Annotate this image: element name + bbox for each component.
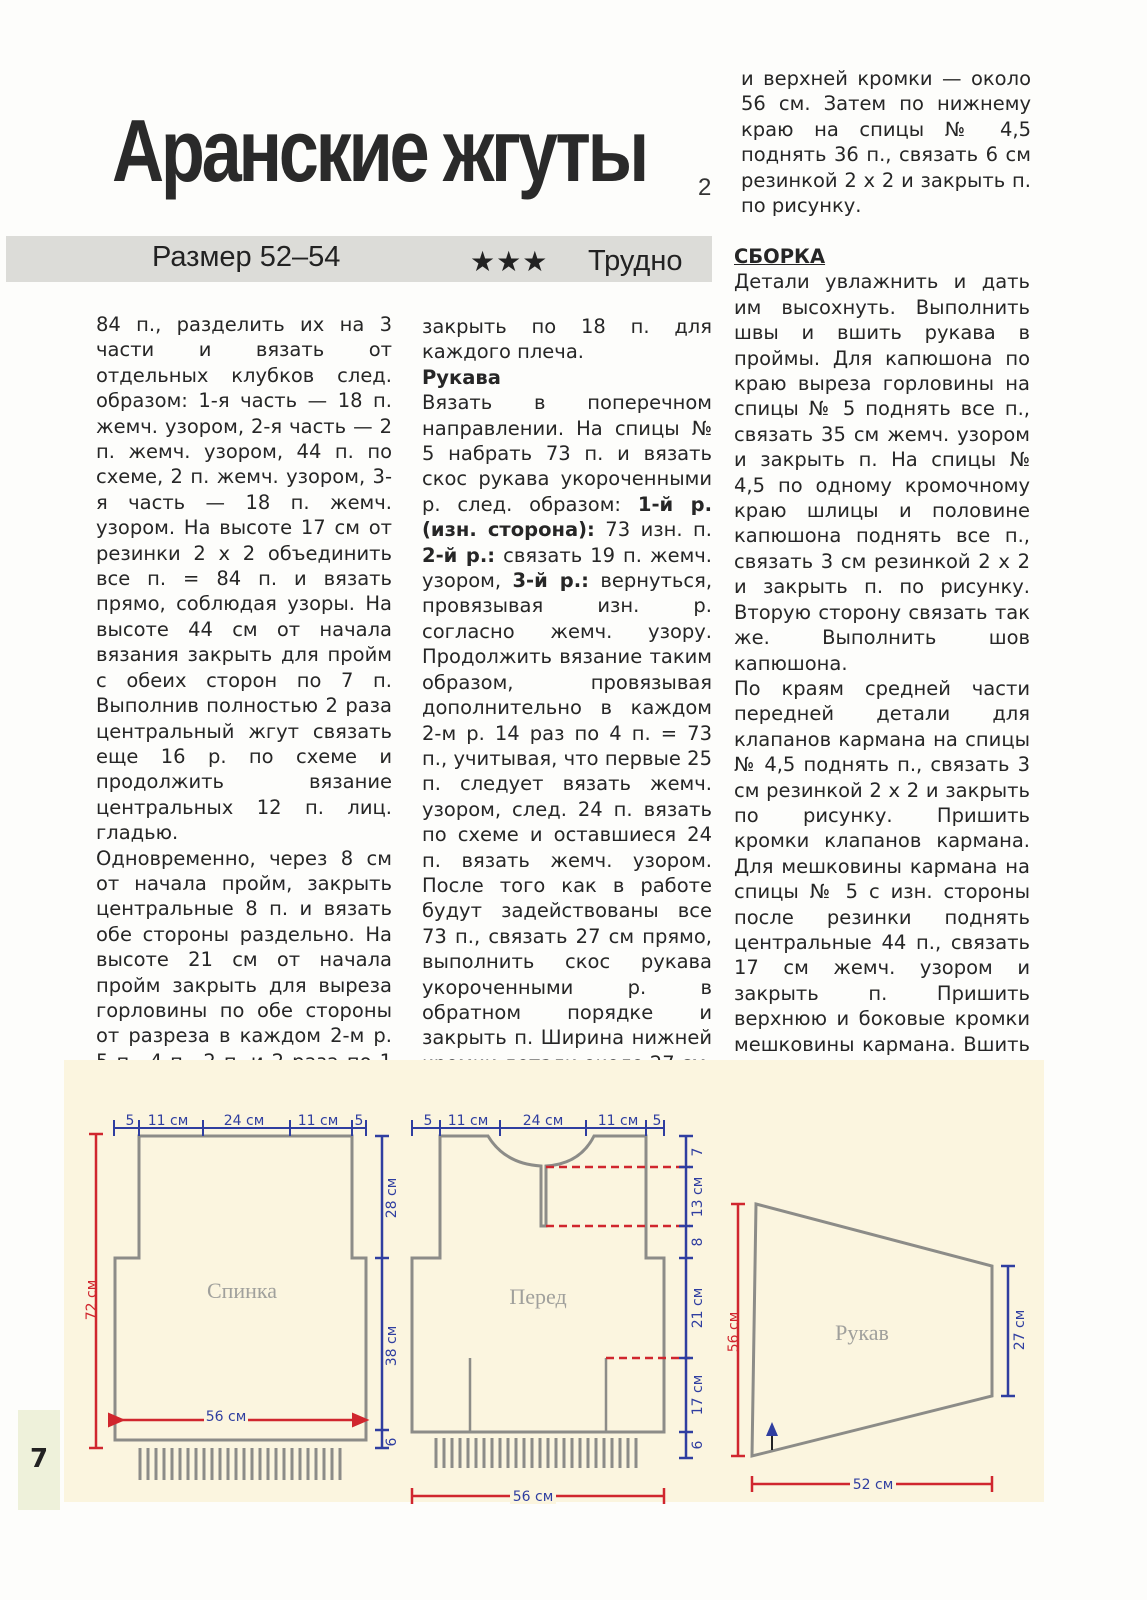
front-dim-label: 5 [652, 1113, 662, 1129]
back-dim-label: 38 см [384, 1325, 400, 1367]
row-label: 2-й р.: [422, 543, 496, 567]
difficulty-label: Трудно [588, 245, 683, 277]
row-label: 3-й р.: [512, 569, 589, 593]
section-heading-sleeves: Рукава [422, 365, 501, 389]
front-schematic [412, 1113, 706, 1505]
text-run: связать 19 п. жемч. узором, [422, 543, 713, 593]
text-run: По краям средней части передней детали для клапанов кармана на спицы № 4,5 поднять п., связать 3 см резинкой 2 х 2 и закрыть по рисунку. Пришить кромки клапанов кармана. Для мешковины кармана на спицы № 5 с изн. стороны после резинки поднять центральные 44 п., связать 17 см жемч. узором и закрыть п. Пришить верхнюю и боковые кромки мешковины кармана. Вшить [734, 676, 1030, 1056]
front-ribbing [436, 1438, 636, 1468]
paragraph: Детали увлажнить и дать им высохнуть. Выполнить швы и вшить рукава в проймы. Для капюшона по краю выреза горловины на спицы № 5 поднять все п., связать 35 см жемч. узором и закрыть п. На спицы № 4,5 по одному кромочному краю шлицы и половине капюшона поднять все п., связать 3 см резинкой 2 х 2 и закрыть п. по рисунку. Вторую сторону связать так же. Выполнить шов капюшона. [734, 270, 1030, 675]
back-dim-label: 24 см [223, 1113, 265, 1129]
sleeve-width-label: 52 см [852, 1477, 894, 1493]
paragraph: закрыть по 18 п. для каждого плеча. [422, 315, 712, 364]
front-pocket-markers [546, 1167, 690, 1358]
back-dim-label: 11 см [297, 1113, 339, 1129]
page-title: Аранские жгуты [112, 101, 646, 200]
back-dim-label: 5 [125, 1113, 135, 1129]
back-dim-label: 28 см [384, 1177, 400, 1219]
title-number: 2 [698, 174, 712, 201]
back-dim-label: 11 см [147, 1113, 189, 1129]
front-dim-label: 5 [423, 1113, 433, 1129]
back-width-label: 56 см [205, 1409, 247, 1425]
page-number: 7 [30, 1444, 49, 1474]
front-dim-label: 24 см [522, 1113, 564, 1129]
sleeve-dim-label: 56 см [726, 1311, 742, 1353]
back-schematic [84, 1113, 400, 1480]
size-label: Размер 52–54 [152, 241, 341, 273]
front-dim-label: 11 см [447, 1113, 489, 1129]
back-label: Спинка [206, 1278, 278, 1303]
sleeve-schematic [726, 1204, 1028, 1493]
front-dim-label: 21 см [690, 1287, 706, 1329]
front-label: Перед [509, 1284, 567, 1309]
sleeve-dim-label: 27 см [1012, 1309, 1028, 1351]
front-dim-label: 17 см [690, 1374, 706, 1416]
difficulty-stars-icon: ★★★ [470, 245, 549, 278]
paragraph: 84 п., разделить их на 3 части и вязать от отдельных клубков след. образом: 1-я часть — 18 п. жемч. узором, 2-я часть — 2 п. жемч. узором, 44 п. по схеме, 2 п. жемч. узором, 3-я часть — 18 п. жемч. узором. На высоте 17 см от резинки 2 х 2 объединить все п. = 84 п. и вязать прямо, соблюдая узоры. На высоте 44 см от начала вязания закрыть для пройм с обеих сторон по 7 п. Выполнив полностью 2 раза центральный жгут связать еще 16 р. по схеме и продолжить вязание центральных 12 п. лиц. гладью. [96, 313, 392, 845]
section-heading-assembly: СБОРКА [734, 245, 826, 268]
paragraph: Одновременно, через 8 см от начала пройм, закрыть центральные 8 п. и вязать обе стороны раздельно. На высоте 21 см от начала пройм закрыть для выреза горловины по обе стороны от разреза в каждом 2-м р. [96, 846, 392, 1048]
back-ribbing [140, 1448, 340, 1480]
back-dim-label: 6 [384, 1437, 400, 1447]
text-run: Вязать в поперечном направлении. На спицы № 5 набрать 73 п. и вязать скос рукава укороченными р. след. образом: [422, 391, 712, 516]
back-height-label: 72 см [84, 1279, 100, 1321]
sleeve-label: Рукав [835, 1320, 889, 1345]
text-run: вернуться, провязывая изн. р. согласно жемч. узору. Продолжить вязание таким образом, провязывая дополнительно в каждом 2-м р. 14 раз по 4 п. = 73 п., учитывая, что первые 25 п. следует вязать жемч. узором, след. 24 п. вязать по схеме и оставшиеся 24 п. вязать жемч. узором. После того как в работе будут задействованы все 73 п., связать 27 см прямо, выполнить скос рукава укороченными р. в обратном порядке и закрыть п. Ширина нижней [422, 569, 713, 1050]
front-dim-label: 11 см [597, 1113, 639, 1129]
row-label: 1-й р. (изн. сторона): [422, 492, 713, 542]
front-width-label: 56 см [512, 1489, 554, 1505]
front-dim-label: 6 [690, 1440, 706, 1450]
text-run: 73 изн. п. [605, 518, 712, 542]
back-dim-label: 5 [354, 1113, 364, 1129]
front-dim-label: 7 [690, 1147, 706, 1157]
front-dim-label: 8 [690, 1237, 706, 1247]
front-dim-label: 13 см [690, 1176, 706, 1218]
paragraph: и верхней кромки — около 56 см. Затем по нижнему краю на спицы № 4,5 поднять 36 п., связать 6 см резинкой 2 х 2 и закрыть п. по рисунку. [741, 67, 1031, 218]
